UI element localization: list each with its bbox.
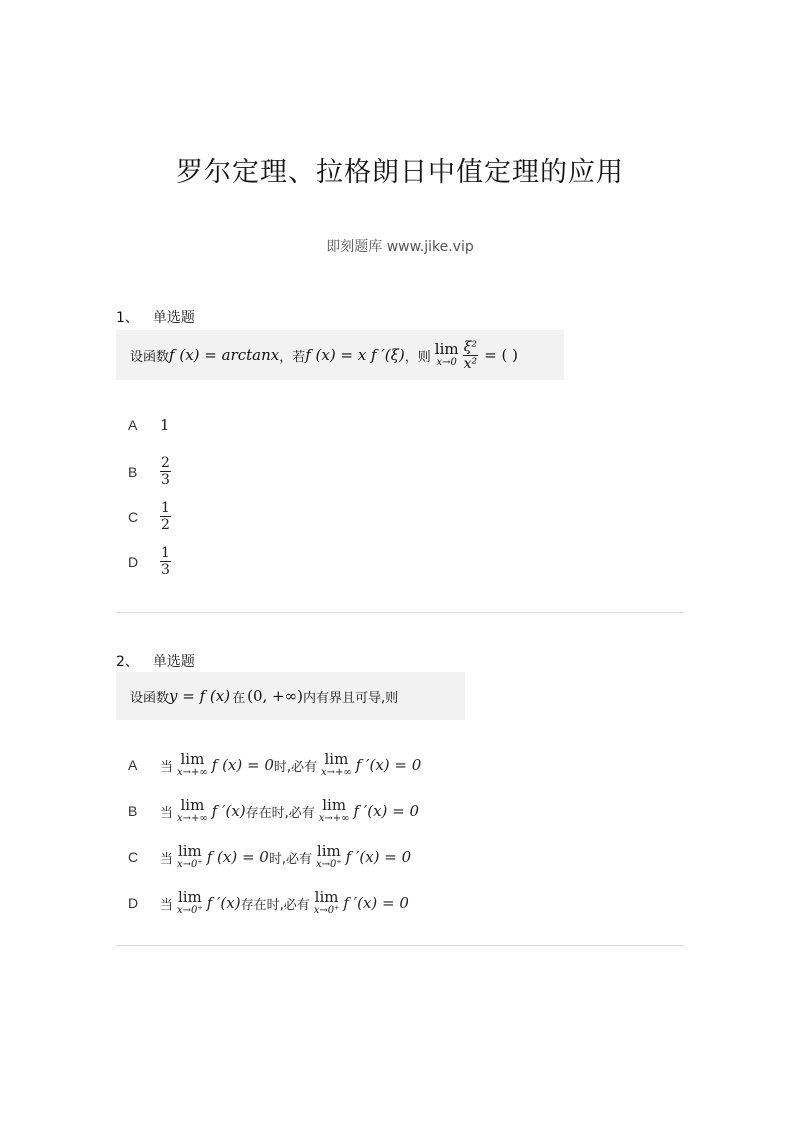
document-title: 罗尔定理、拉格朗日中值定理的应用 — [176, 157, 624, 188]
limit: lim x→0⁺ — [315, 842, 342, 870]
limit: lim x→+∞ — [321, 750, 352, 778]
question-1-option-d[interactable]: D $\frac{1}{3}$ — [128, 545, 170, 578]
fraction: $\frac{2}{3}$ — [161, 455, 170, 488]
fraction: $\frac{1}{2}$ — [161, 500, 170, 533]
question-2-option-a[interactable]: A 当 lim x→+∞ f (x) = 0 时,必有 lim x→+∞ f ′(x) = 0 — [128, 750, 422, 778]
source-line: 即刻题库 www.jike.vip — [326, 239, 474, 255]
question-number: 1、 — [116, 310, 139, 326]
question-number: 2、 — [116, 654, 139, 670]
limit: lim x→0⁺ — [177, 842, 203, 870]
question-2-option-c[interactable]: C 当 lim x→0⁺ f (x) = 0 时,必有 lim x→0⁺ f ′(x) = 0 — [128, 842, 412, 870]
question-divider — [116, 612, 684, 613]
question-divider — [116, 945, 684, 946]
fraction: $\frac{\text{ξ²}}{\text{x²}}$ — [463, 338, 478, 372]
question-2-option-b[interactable]: B 当 lim x→+∞ f ′(x) 存在时,必有 lim x→+∞ f ′(x) = 0 — [128, 796, 420, 824]
question-1-option-b[interactable]: B $\frac{2}{3}$ — [128, 455, 170, 488]
question-2-stem: 设函数 y = f (x) 在 (0, +∞) 内有界且可导,则 — [116, 672, 465, 720]
question-1-option-a[interactable]: A 1 — [128, 416, 170, 434]
limit: lim x→+∞ — [318, 796, 350, 824]
question-1-option-c[interactable]: C $\frac{1}{2}$ — [128, 500, 170, 533]
limit: lim x→0 — [434, 340, 459, 368]
question-type: 单选题 — [152, 310, 195, 326]
question-1-header — [116, 307, 195, 327]
fraction: $\frac{1}{3}$ — [161, 545, 170, 578]
question-1-stem: 设函数 f (x) = arctanx ，若 f (x) = x f ′(ξ) ，则 lim x→0 $\frac{\text{ξ²}}{\text{x²}}$ = ( ) — [116, 330, 564, 380]
limit: lim x→0⁺ — [313, 888, 340, 916]
question-2-header — [116, 651, 195, 671]
limit: lim x→0⁺ — [177, 888, 203, 916]
limit: lim x→+∞ — [177, 750, 208, 778]
question-type: 单选题 — [152, 654, 195, 670]
question-2-option-d[interactable]: D 当 lim x→0⁺ f ′(x) 存在时,必有 lim x→0⁺ f ′(x) = 0 — [128, 888, 409, 916]
limit: lim x→+∞ — [177, 796, 208, 824]
